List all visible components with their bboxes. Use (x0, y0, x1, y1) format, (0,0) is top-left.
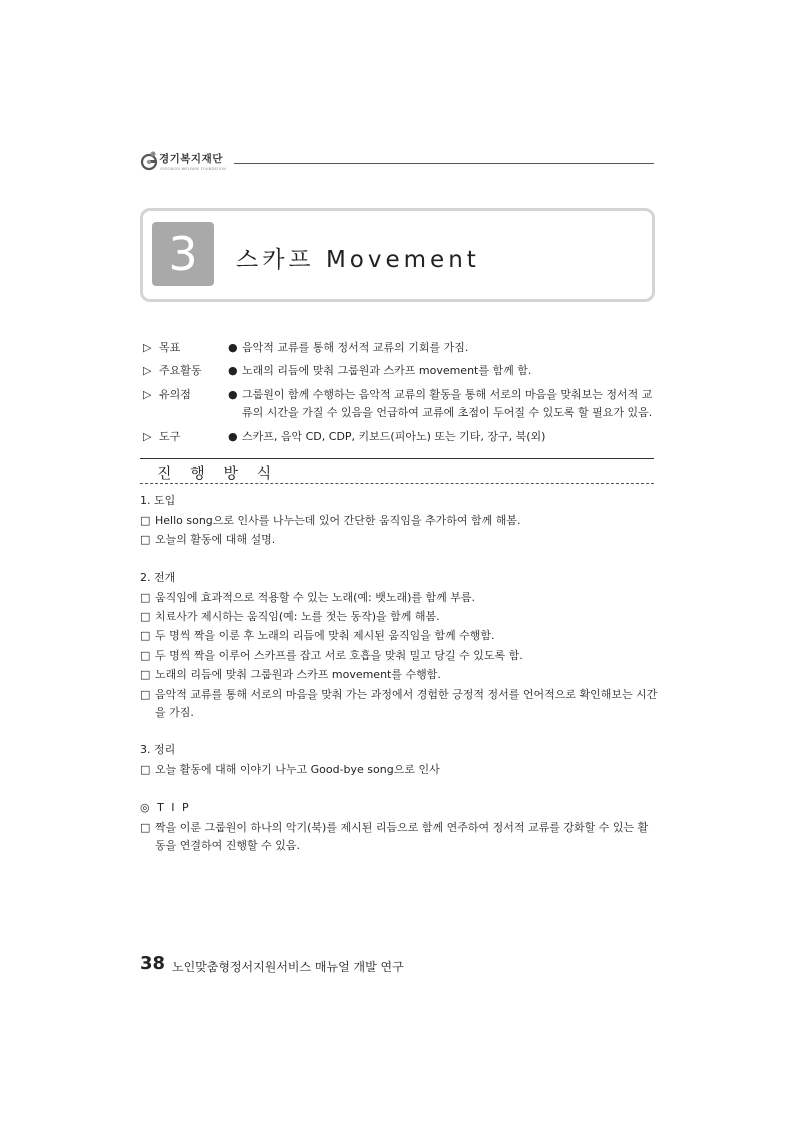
step-heading-intro: 1. 도입 (140, 494, 176, 507)
footer-title: 노인맞춤형정서지원서비스 매뉴얼 개발 연구 (172, 960, 404, 974)
checkbox-marker-icon: □ (140, 649, 151, 662)
bullet-icon: ● (228, 430, 238, 443)
checkbox-marker-icon: □ (140, 821, 151, 834)
info-label: 주요활동 (159, 364, 202, 377)
step-heading-wrap: 3. 정리 (140, 743, 176, 756)
triangle-marker-icon: ▷ (143, 430, 152, 443)
checkbox-marker-icon: □ (140, 688, 151, 701)
triangle-marker-icon: ▷ (143, 388, 152, 401)
section-top-rule (140, 458, 654, 459)
bullet-icon: ● (228, 388, 238, 401)
checkbox-marker-icon: □ (140, 533, 151, 546)
info-label: 목표 (159, 341, 181, 354)
info-value: 노래의 리듬에 맞춰 그룹원과 스카프 movement를 함께 함. (242, 364, 532, 377)
procedure-body: 1. 도입 □ Hello song으로 인사를 나누는데 있어 간단한 움직임을 추가하여 함께 해봄. □ 오늘의 활동에 대해 설명. 2. 전개 □ 움직임에 효과적으로 적용할 수 있는 노래(예: 뱃노래)를 함께 부름. □ 치료사가 제시하는 움직임(예: 노를 젓는 동작)을 함께 해봄. □ 두 명씩 짝을 이룬 후 노래의 리듬에 맞춰 제시된 움직임을 함께 수행함. □ 두 명씩 짝을 이루어 스카프를 잡고 서로 호흡을 맞춰 밀고 당길 수 있도록 함. □ 노래의 리듬에 맞춰 그룹원과 스카프 movement를 수행함. □ 음악적 교류를 통해 서로의 마음을 맞춰 가는 과정에서 경험한 긍정적 정서를 언어적으로 확인해보는 시간을 가짐. 3. 정리 □ 오늘 활동에 대해 이야기 나누고 Good-bye song으로 인사 ◎ T I P □ 짝을 이룬 그룹원이 하나의 악기(북)를 제시된 리듬으로 함께 연주하여 정서적 교류를 강화할 수 있는 활동을 연결하여 진행할 수 있음. (140, 494, 658, 852)
checkbox-marker-icon: □ (140, 514, 151, 527)
foundation-logo (140, 150, 235, 176)
info-value: 음악적 교류를 통해 정서적 교류의 기회를 가짐. (242, 341, 469, 354)
logo-mark-icon (140, 151, 158, 171)
step-heading-develop: 2. 전개 (140, 571, 176, 584)
checkbox-marker-icon: □ (140, 763, 151, 776)
info-value: 그룹원이 함께 수행하는 음악적 교류의 활동을 통해 서로의 마음을 맞춰보는 정서적 교류의 시간을 가질 수 있음을 언급하여 교류에 초점이 두어질 수 있도록 할 필요가 있음. (242, 388, 653, 419)
info-label: 유의점 (159, 388, 191, 401)
header-rule (234, 163, 654, 164)
activity-title-box (140, 208, 655, 302)
bullet-icon: ● (228, 341, 238, 354)
org-name: 경기복지재단 (159, 153, 223, 165)
org-subtitle: GYEONGGI WELFARE FOUNDATION (160, 167, 226, 171)
activity-title: 스카프 Movement (236, 247, 480, 273)
checkbox-marker-icon: □ (140, 668, 151, 681)
tip-heading: ◎ T I P (140, 801, 191, 814)
checkbox-marker-icon: □ (140, 629, 151, 642)
bullet-icon: ● (228, 364, 238, 377)
page-number: 38 (140, 953, 166, 974)
info-value: 스카프, 음악 CD, CDP, 키보드(피아노) 또는 기타, 장구, 북(외) (242, 430, 546, 443)
triangle-marker-icon: ▷ (143, 341, 152, 354)
checkbox-marker-icon: □ (140, 610, 151, 623)
section-title: 진 행 방 식 (157, 464, 279, 482)
info-label: 도구 (159, 430, 181, 443)
section-dotted-rule (140, 483, 654, 484)
checkbox-marker-icon: □ (140, 591, 151, 604)
triangle-marker-icon: ▷ (143, 364, 152, 377)
activity-number: 3 (152, 222, 214, 286)
